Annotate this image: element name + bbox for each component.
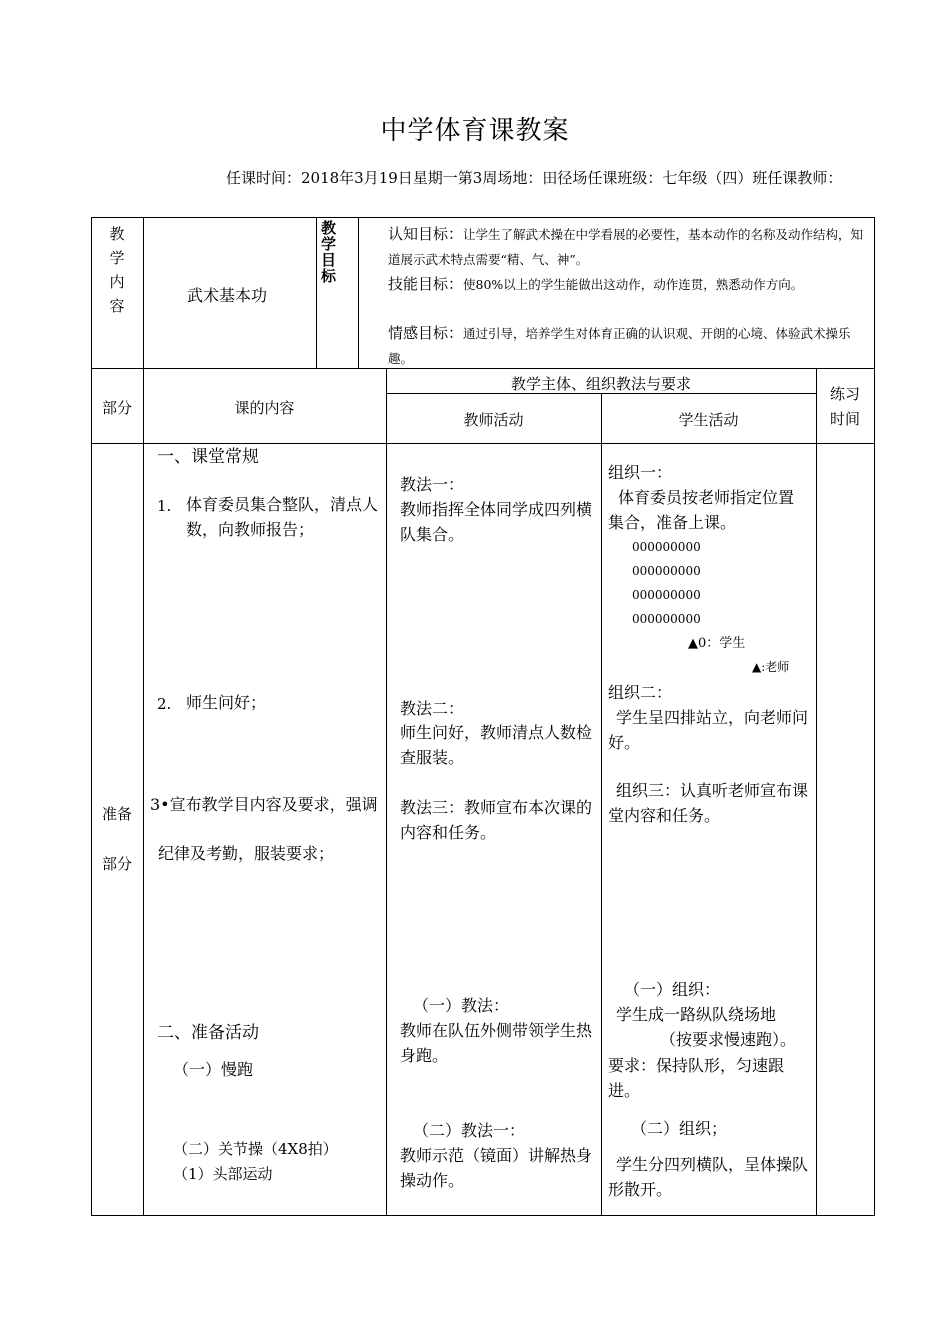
teacher-w1-title: （一）教法：	[413, 996, 510, 1015]
teacher-w1-text: 教师在队伍外侧带领学生热身跑。	[400, 1021, 593, 1065]
teach-content-label: 教学内容	[109, 225, 125, 315]
item2-num: 2.	[157, 695, 172, 713]
prep-label-1: 准备	[101, 805, 132, 823]
item3-line1: 3•宣布教学目内容及要求，强调	[150, 795, 378, 814]
item1-num: 1.	[157, 497, 172, 515]
sub-joint-exercise: （二）关节操（4X8拍）	[173, 1140, 338, 1158]
teacher-w2-title: （二）教法一：	[413, 1121, 526, 1140]
teacher-m2-title: 教法二：	[400, 699, 465, 718]
student-w2-text: 学生分四列横队，呈体操队形散开。	[608, 1155, 809, 1199]
student-o2-title: 组织二：	[608, 683, 673, 702]
col-practice-head: 练习时间	[829, 385, 860, 428]
content-h1: 一、课堂常规	[157, 447, 259, 467]
col-section-head: 部分	[101, 399, 132, 417]
col-content-head: 课的内容	[234, 399, 295, 417]
teacher-m1-text: 教师指挥全体同学成四列横队集合。	[400, 500, 593, 544]
item3-line2: 纪律及考勤，服装要求；	[158, 844, 335, 863]
sub-jog: （一）慢跑	[173, 1060, 254, 1079]
student-w1-title: （一）组织：	[624, 980, 721, 999]
student-w2-title: （二）组织；	[631, 1119, 728, 1138]
teacher-m3-text: 教法三：教师宣布本次课的内容和任务。	[400, 798, 593, 842]
emotion-label: 情感目标：	[388, 324, 464, 342]
col-student-head: 学生活动	[678, 411, 739, 429]
teacher-m2-text: 师生问好，教师清点人数检查服装。	[400, 723, 593, 767]
course-info-line: 任课时间：2018年3月19日星期一第3周场地：田径场任课班级：七年级（四）班任课教师：	[226, 169, 843, 187]
item2-text: 师生问好；	[186, 693, 267, 712]
emotion-text: 通过引导，培养学生对体育正确的认识观、开朗的心境、体验武术操乐趣。	[388, 326, 851, 366]
content-value: 武术基本功	[187, 286, 268, 305]
teacher-w2-text: 教师示范（镜面）讲解热身操动作。	[400, 1146, 593, 1190]
prep-label-2: 部分	[101, 855, 132, 873]
student-o1-text: 体育委员按老师指定位置集合，准备上课。	[608, 488, 795, 532]
formation-row: 000000000	[632, 564, 701, 578]
page-title: 中学体育课教案	[380, 116, 570, 146]
skill-text: 使80%以上的学生能做出这动作，动作连贯，熟悉动作方向。	[463, 277, 804, 292]
formation-row: 000000000	[632, 540, 701, 554]
col-main-head: 教学主体、组织教法与要求	[510, 375, 691, 393]
student-w1-line3: 要求：保持队形，匀速跟进。	[608, 1056, 785, 1100]
cognitive-text: 让学生了解武术操在中学看展的必要性，基本动作的名称及动作结构，知道展示武术特点需要“精、气、神”。	[388, 227, 864, 267]
student-o3-text: 组织三：认真听老师宣布课堂内容和任务。	[608, 781, 809, 825]
formation-row: 000000000	[632, 612, 701, 626]
legend-student: ▲0：学生	[688, 636, 746, 651]
legend-teacher: ▲:老师	[752, 660, 790, 674]
student-w1-line2: （按要求慢速跑）。	[660, 1030, 797, 1049]
student-o2-text: 学生呈四排站立，向老师问好。	[608, 708, 809, 752]
sub-head-movement: （1）头部运动	[173, 1165, 273, 1183]
student-o1-title: 组织一：	[608, 463, 673, 482]
student-w1-line1: 学生成一路纵队绕场地	[616, 1005, 777, 1024]
item1-text: 体育委员集合整队，清点人数，向教师报告；	[186, 495, 379, 539]
teacher-m1-title: 教法一：	[400, 475, 465, 494]
cognitive-label: 认知目标：	[388, 225, 464, 243]
skill-label: 技能目标：	[388, 275, 464, 293]
formation-row: 000000000	[632, 588, 701, 602]
col-teacher-head: 教师活动	[463, 411, 524, 429]
goals-block	[370, 222, 864, 371]
goal-label: 教学目标	[321, 219, 337, 285]
content-h2: 二、准备活动	[157, 1023, 259, 1043]
